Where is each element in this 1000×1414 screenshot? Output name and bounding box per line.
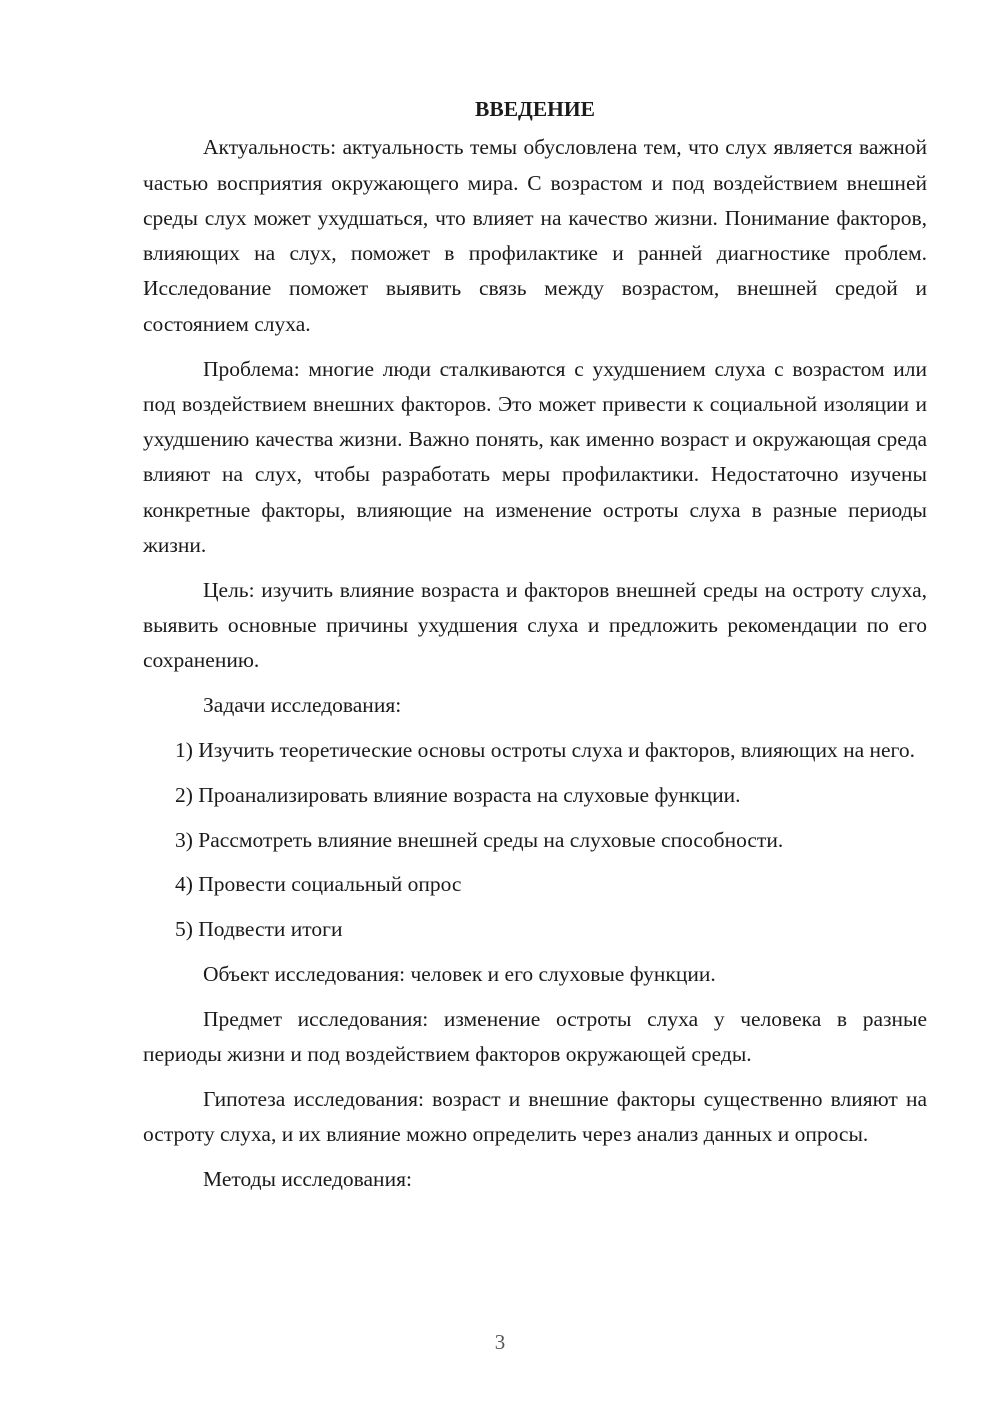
subject-paragraph: Предмет исследования: изменение остроты слуха у человека в разные периоды жизни и под воздействием факторов окружающей среды.: [143, 1006, 927, 1067]
methods-heading: Методы исследования:: [203, 1167, 412, 1192]
tasks-heading: Задачи исследования:: [203, 693, 402, 718]
problem-paragraph: Проблема: многие люди сталкиваются с ухудшением слуха с возрастом или под воздействием внешних факторов. Это может привести к социальной изоляции и ухудшению качества жизни. Важно понять, как именно возраст и окружающая среда влияют на слух, чтобы разработать меры профилактики. Недостаточно изучены конкретные факторы, влияющие на изменение остроты слуха в разные периоды жизни.: [143, 356, 927, 558]
page-title: ВВЕДЕНИЕ: [475, 97, 595, 121]
task-item-1: 1) Изучить теоретические основы остроты слуха и факторов, влияющих на него.: [175, 738, 915, 763]
hypothesis-paragraph: Гипотеза исследования: возраст и внешние факторы существенно влияют на остроту слуха, и их влияние можно определить через анализ данных и опросы.: [143, 1086, 927, 1147]
page-number: 3: [494, 1330, 506, 1354]
goal-paragraph: Цель: изучить влияние возраста и факторов внешней среды на остроту слуха, выявить основные причины ухудшения слуха и предложить рекомендации по его сохранению.: [143, 577, 927, 673]
relevance-paragraph: Актуальность: актуальность темы обусловлена тем, что слух является важной частью восприятия окружающего мира. С возрастом и под воздействием внешней среды слух может ухудшаться, что влияет на качество жизни. Понимание факторов, влияющих на слух, поможет в профилактике и ранней диагностике проблем. Исследование поможет выявить связь между возрастом, внешней средой и состоянием слуха.: [143, 135, 927, 336]
object-paragraph: Объект исследования: человек и его слуховые функции.: [203, 962, 716, 987]
task-item-2: 2) Проанализировать влияние возраста на слуховые функции.: [175, 782, 741, 807]
task-item-5: 5) Подвести итоги: [175, 917, 343, 942]
document-page: [143, 92, 927, 1207]
task-item-3: 3) Рассмотреть влияние внешней среды на слуховые способности.: [175, 827, 784, 852]
task-item-4: 4) Провести социальный опрос: [175, 872, 462, 897]
